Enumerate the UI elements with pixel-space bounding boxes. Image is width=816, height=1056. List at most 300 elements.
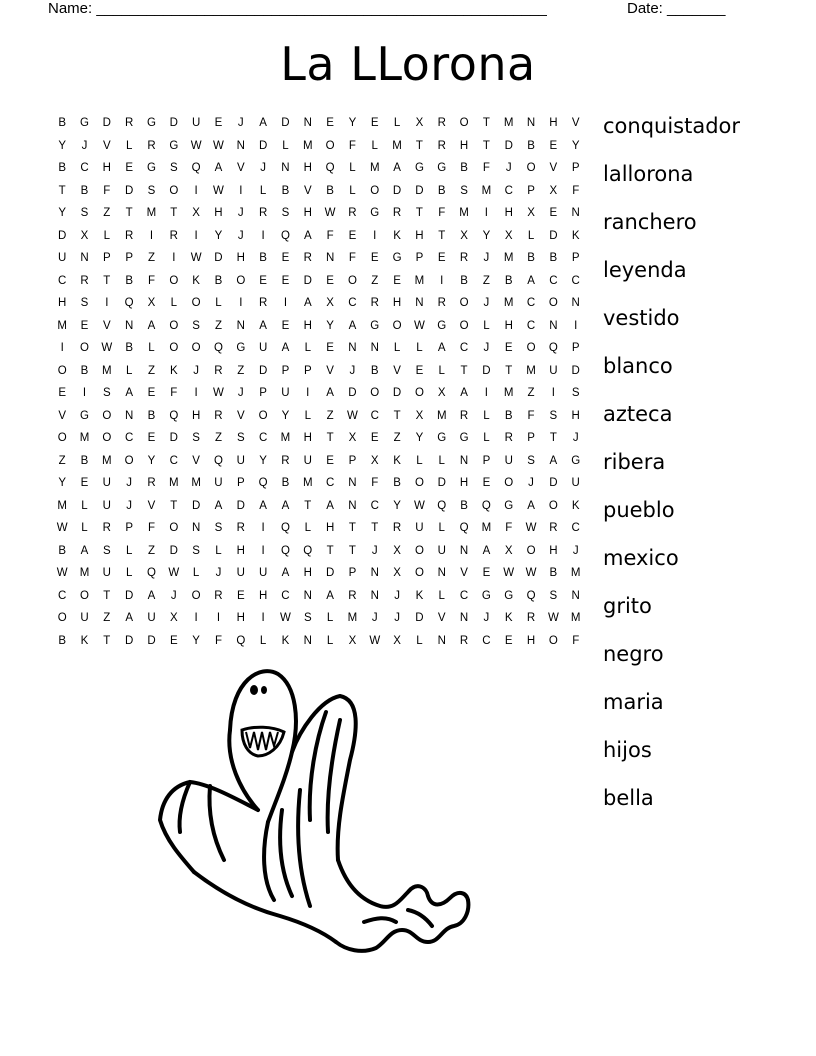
grid-letter: Z [214, 319, 222, 332]
grid-letter: G [504, 499, 514, 512]
grid-letter: A [549, 454, 558, 467]
grid-letter: M [169, 477, 179, 489]
grid-letter: O [414, 567, 424, 579]
grid-letter: O [370, 184, 380, 197]
grid-letter: U [258, 342, 268, 354]
grid-letter: V [437, 612, 446, 624]
grid-letter: R [214, 364, 223, 377]
grid-letter: U [80, 612, 89, 624]
grid-letter: U [236, 567, 245, 579]
grid-letter: D [258, 139, 268, 152]
grid-letter: C [58, 589, 67, 602]
grid-letter: B [527, 252, 535, 264]
grid-letter: E [504, 342, 513, 354]
grid-row [51, 382, 587, 405]
grid-letter: U [415, 522, 424, 534]
grid-letter: C [258, 432, 268, 444]
grid-letter: B [326, 184, 334, 197]
grid-letter: E [169, 634, 178, 647]
grid-letter: G [392, 252, 402, 264]
grid-letter: N [571, 297, 580, 309]
grid-letter: L [259, 184, 267, 197]
grid-letter: A [303, 229, 312, 242]
grid-letter: D [124, 184, 134, 197]
grid-letter: D [415, 612, 424, 624]
grid-letter: W [190, 252, 202, 264]
grid-letter: O [414, 544, 424, 557]
grid-letter: M [503, 252, 514, 264]
grid-letter: W [168, 567, 180, 579]
grid-letter: O [548, 297, 558, 309]
grid-letter: Z [147, 252, 155, 264]
grid-letter: P [236, 477, 245, 489]
grid-letter: E [326, 274, 334, 287]
grid-letter: S [192, 432, 200, 444]
grid-letter: M [146, 207, 157, 219]
grid-letter: T [170, 499, 178, 512]
grid-letter: G [80, 117, 89, 129]
grid-letter: P [125, 252, 133, 264]
grid-letter: O [169, 522, 179, 534]
grid-letter: D [392, 184, 402, 197]
grid-letter: L [438, 454, 445, 467]
grid-letter: U [236, 454, 245, 467]
grid-letter: M [570, 612, 581, 624]
word-list-item: conquistador [603, 114, 741, 138]
grid-letter: A [259, 319, 267, 332]
grid-letter: H [303, 567, 312, 579]
grid-letter: F [348, 252, 356, 264]
grid-letter: X [147, 297, 156, 309]
grid-letter: C [370, 409, 379, 422]
grid-row [51, 630, 587, 653]
grid-letter: K [281, 634, 290, 647]
grid-letter: O [548, 634, 558, 647]
grid-letter: E [326, 454, 334, 467]
grid-row [51, 247, 587, 270]
grid-letter: E [504, 634, 513, 647]
grid-letter: T [125, 207, 133, 219]
grid-row [51, 405, 587, 428]
grid-letter: Q [325, 162, 335, 174]
grid-row [51, 517, 587, 540]
grid-row [51, 112, 587, 135]
grid-letter: S [192, 319, 200, 332]
grid-letter: P [281, 364, 290, 377]
grid-letter: E [236, 589, 245, 602]
grid-letter: W [56, 522, 68, 534]
grid-letter: X [348, 634, 357, 647]
grid-row [51, 427, 587, 450]
grid-letter: R [258, 207, 268, 219]
grid-letter: M [392, 139, 402, 152]
grid-letter: X [527, 207, 535, 219]
grid-letter: B [147, 409, 156, 422]
grid-letter: D [214, 252, 223, 264]
grid-letter: B [504, 274, 513, 287]
grid-letter: G [481, 589, 491, 602]
grid-letter: O [169, 184, 179, 197]
grid-letter: O [347, 274, 357, 287]
grid-letter: H [214, 207, 223, 219]
grid-letter: R [370, 297, 379, 309]
grid-letter: B [80, 184, 89, 197]
grid-row [51, 562, 587, 585]
grid-letter: E [125, 162, 133, 174]
grid-letter: M [503, 387, 514, 399]
grid-letter: K [192, 274, 200, 287]
grid-letter: Y [326, 319, 334, 332]
grid-letter: R [526, 612, 536, 624]
grid-letter: W [56, 567, 68, 579]
grid-letter: B [125, 274, 133, 287]
grid-letter: N [236, 319, 245, 332]
grid-letter: U [504, 454, 513, 467]
grid-letter: A [214, 499, 223, 512]
grid-letter: G [370, 319, 380, 332]
grid-letter: C [124, 432, 134, 444]
grid-letter: T [415, 207, 423, 219]
grid-letter: A [482, 544, 491, 557]
grid-letter: O [169, 274, 179, 287]
grid-letter: I [239, 184, 243, 197]
grid-letter: F [348, 139, 356, 152]
grid-letter: D [325, 567, 335, 579]
date-field-label: Date: _______ [627, 0, 726, 17]
grid-letter: J [483, 612, 490, 624]
grid-letter: L [438, 522, 445, 534]
grid-letter: A [259, 117, 267, 129]
grid-letter: Y [192, 634, 200, 647]
grid-letter: J [237, 387, 244, 399]
grid-letter: Y [482, 229, 491, 242]
grid-letter: F [482, 162, 490, 174]
grid-letter: I [373, 229, 377, 242]
grid-letter: X [393, 634, 401, 647]
grid-letter: L [416, 342, 423, 354]
grid-letter: F [147, 522, 155, 534]
grid-letter: U [303, 454, 312, 467]
grid-letter: X [80, 229, 89, 242]
grid-letter: R [258, 297, 268, 309]
word-list-item: vestido [603, 306, 680, 330]
grid-letter: N [370, 567, 379, 579]
grid-letter: V [571, 117, 580, 129]
grid-letter: R [459, 409, 469, 422]
grid-letter: V [303, 184, 312, 197]
grid-letter: Y [259, 454, 267, 467]
grid-letter: D [147, 634, 156, 647]
grid-letter: Z [482, 274, 490, 287]
name-field-label: Name: ______________________________________________________ [48, 0, 547, 17]
grid-letter: Y [281, 409, 290, 422]
grid-letter: C [169, 454, 178, 467]
grid-letter: V [147, 499, 156, 512]
grid-letter: Q [236, 634, 246, 647]
grid-letter: C [459, 342, 469, 354]
word-list-item: pueblo [603, 498, 675, 522]
grid-letter: N [325, 252, 335, 264]
grid-letter: L [103, 229, 111, 242]
grid-letter: N [549, 319, 558, 332]
grid-letter: F [371, 477, 379, 489]
grid-letter: D [504, 139, 513, 152]
grid-letter: M [459, 207, 469, 219]
grid-letter: F [438, 207, 446, 219]
grid-letter: C [504, 184, 513, 197]
grid-letter: U [58, 252, 67, 264]
grid-letter: B [58, 634, 66, 647]
grid-letter: E [370, 117, 379, 129]
grid-letter: D [571, 364, 580, 377]
grid-row [51, 495, 587, 518]
grid-letter: Z [147, 364, 155, 377]
grid-letter: I [551, 387, 555, 399]
grid-letter: Z [214, 432, 222, 444]
grid-letter: L [148, 342, 155, 354]
grid-letter: W [413, 499, 425, 512]
grid-letter: J [483, 342, 490, 354]
grid-letter: X [504, 229, 513, 242]
grid-letter: T [326, 432, 334, 444]
grid-letter: P [303, 364, 312, 377]
grid-letter: N [303, 634, 312, 647]
grid-letter: O [370, 387, 380, 399]
grid-letter: S [236, 432, 245, 444]
grid-letter: A [281, 499, 290, 512]
grid-letter: P [571, 342, 580, 354]
grid-letter: T [326, 544, 334, 557]
grid-letter: O [102, 432, 112, 444]
grid-letter: K [571, 499, 580, 512]
grid-letter: J [394, 589, 400, 602]
grid-letter: E [437, 252, 446, 264]
grid-letter: P [571, 252, 580, 264]
grid-letter: G [437, 432, 447, 444]
grid-letter: V [549, 162, 558, 174]
grid-letter: A [147, 319, 156, 332]
grid-letter: T [549, 432, 557, 444]
grid-letter: E [326, 342, 334, 354]
grid-letter: M [414, 274, 425, 287]
grid-letter: Q [213, 342, 223, 354]
grid-letter: H [325, 522, 335, 534]
grid-letter: V [102, 139, 111, 152]
grid-letter: I [261, 612, 265, 624]
grid-letter: H [58, 297, 67, 309]
grid-letter: Q [459, 522, 469, 534]
grid-letter: A [281, 567, 290, 579]
grid-letter: B [460, 499, 468, 512]
grid-letter: P [348, 454, 357, 467]
grid-letter: Z [393, 432, 401, 444]
grid-letter: D [437, 477, 446, 489]
grid-letter: E [348, 229, 357, 242]
grid-letter: E [393, 274, 401, 287]
grid-letter: L [125, 139, 133, 152]
grid-letter: H [191, 409, 201, 422]
grid-letter: R [236, 522, 245, 534]
grid-letter: L [259, 634, 267, 647]
grid-letter: N [303, 589, 312, 602]
grid-letter: I [149, 229, 154, 242]
word-list-item: blanco [603, 354, 673, 378]
grid-letter: O [548, 499, 558, 512]
grid-letter: X [326, 297, 334, 309]
grid-letter: Y [571, 139, 580, 152]
grid-row [51, 270, 587, 293]
grid-letter: J [126, 477, 133, 489]
grid-letter: R [214, 589, 223, 602]
grid-letter: L [215, 544, 222, 557]
grid-letter: O [57, 432, 67, 444]
grid-letter: A [460, 387, 468, 399]
grid-letter: I [194, 229, 198, 242]
grid-letter: M [79, 567, 90, 579]
grid-letter: N [437, 567, 446, 579]
grid-letter: N [459, 544, 469, 557]
grid-letter: W [280, 612, 291, 624]
grid-letter: J [483, 297, 490, 309]
grid-letter: T [103, 274, 111, 287]
grid-letter: E [214, 117, 223, 129]
grid-letter: A [527, 499, 535, 512]
grid-letter: B [437, 184, 446, 197]
grid-letter: P [527, 432, 535, 444]
grid-letter: E [58, 387, 66, 399]
grid-letter: Q [124, 297, 134, 309]
grid-letter: T [58, 184, 66, 197]
grid-letter: C [370, 499, 379, 512]
grid-letter: A [326, 589, 334, 602]
grid-letter: N [415, 297, 424, 309]
grid-letter: B [58, 162, 66, 174]
grid-letter: Q [213, 454, 223, 467]
grid-letter: I [194, 612, 198, 624]
grid-letter: M [57, 499, 67, 512]
grid-letter: O [191, 342, 201, 354]
word-list-item: hijos [603, 738, 652, 762]
grid-letter: A [348, 319, 357, 332]
grid-letter: N [437, 634, 446, 647]
grid-letter: H [258, 589, 268, 602]
grid-letter: D [169, 117, 178, 129]
grid-letter: E [370, 252, 379, 264]
grid-letter: S [80, 297, 89, 309]
grid-letter: T [348, 544, 356, 557]
grid-letter: L [483, 409, 490, 422]
grid-letter: Z [58, 454, 66, 467]
grid-letter: L [393, 342, 401, 354]
grid-letter: J [193, 364, 199, 377]
grid-letter: J [126, 499, 133, 512]
grid-letter: Q [303, 544, 313, 557]
grid-letter: H [303, 162, 312, 174]
grid-letter: C [526, 297, 536, 309]
grid-letter: E [549, 207, 558, 219]
grid-letter: V [393, 364, 401, 377]
grid-letter: P [348, 567, 357, 579]
grid-letter: I [261, 229, 265, 242]
grid-letter: H [549, 117, 558, 129]
grid-letter: M [526, 364, 536, 377]
grid-letter: J [349, 364, 356, 377]
grid-letter: P [259, 387, 267, 399]
grid-row [51, 315, 587, 338]
grid-letter: O [526, 544, 536, 557]
grid-letter: H [459, 139, 469, 152]
grid-letter: B [460, 162, 468, 174]
grid-letter: S [192, 544, 200, 557]
grid-letter: A [326, 387, 334, 399]
grid-letter: T [348, 522, 356, 534]
grid-letter: Q [437, 499, 447, 512]
grid-letter: J [260, 162, 266, 174]
grid-letter: B [549, 252, 558, 264]
grid-letter: L [81, 499, 88, 512]
grid-letter: R [147, 139, 156, 152]
grid-letter: L [483, 319, 490, 332]
grid-letter: S [460, 184, 468, 197]
grid-letter: H [303, 319, 312, 332]
grid-letter: M [503, 297, 514, 309]
grid-letter: R [214, 409, 223, 422]
grid-row [51, 450, 587, 473]
grid-letter: W [547, 612, 559, 624]
grid-letter: H [236, 252, 245, 264]
grid-letter: R [124, 117, 134, 129]
grid-letter: K [169, 364, 178, 377]
grid-letter: X [169, 612, 178, 624]
grid-letter: K [504, 612, 513, 624]
grid-letter: D [415, 184, 424, 197]
grid-letter: J [572, 432, 579, 444]
grid-letter: R [549, 522, 558, 534]
grid-letter: B [58, 117, 66, 129]
grid-letter: Q [147, 567, 156, 579]
grid-letter: C [526, 319, 536, 332]
grid-letter: D [482, 364, 491, 377]
grid-letter: G [571, 454, 581, 467]
grid-letter: S [303, 612, 312, 624]
grid-letter: D [169, 432, 178, 444]
grid-letter: I [440, 274, 444, 287]
grid-letter: F [505, 522, 513, 534]
grid-letter: P [415, 252, 424, 264]
grid-letter: U [102, 499, 111, 512]
grid-letter: O [169, 319, 179, 332]
grid-letter: Q [258, 477, 268, 489]
grid-row [51, 180, 587, 203]
grid-letter: P [102, 252, 111, 264]
grid-letter: W [324, 207, 336, 219]
grid-letter: Z [237, 364, 245, 377]
grid-letter: X [370, 454, 379, 467]
grid-letter: E [482, 477, 491, 489]
grid-letter: O [459, 117, 469, 129]
grid-letter: G [147, 162, 156, 174]
page-title: La LLorona [280, 37, 536, 91]
grid-letter: C [459, 589, 469, 602]
grid-letter: S [102, 544, 111, 557]
grid-letter: I [574, 319, 578, 332]
grid-letter: W [503, 567, 515, 579]
grid-letter: O [459, 319, 469, 332]
grid-letter: N [124, 409, 134, 422]
grid-letter: S [147, 184, 156, 197]
grid-row [51, 585, 587, 608]
word-list-item: maria [603, 690, 664, 714]
